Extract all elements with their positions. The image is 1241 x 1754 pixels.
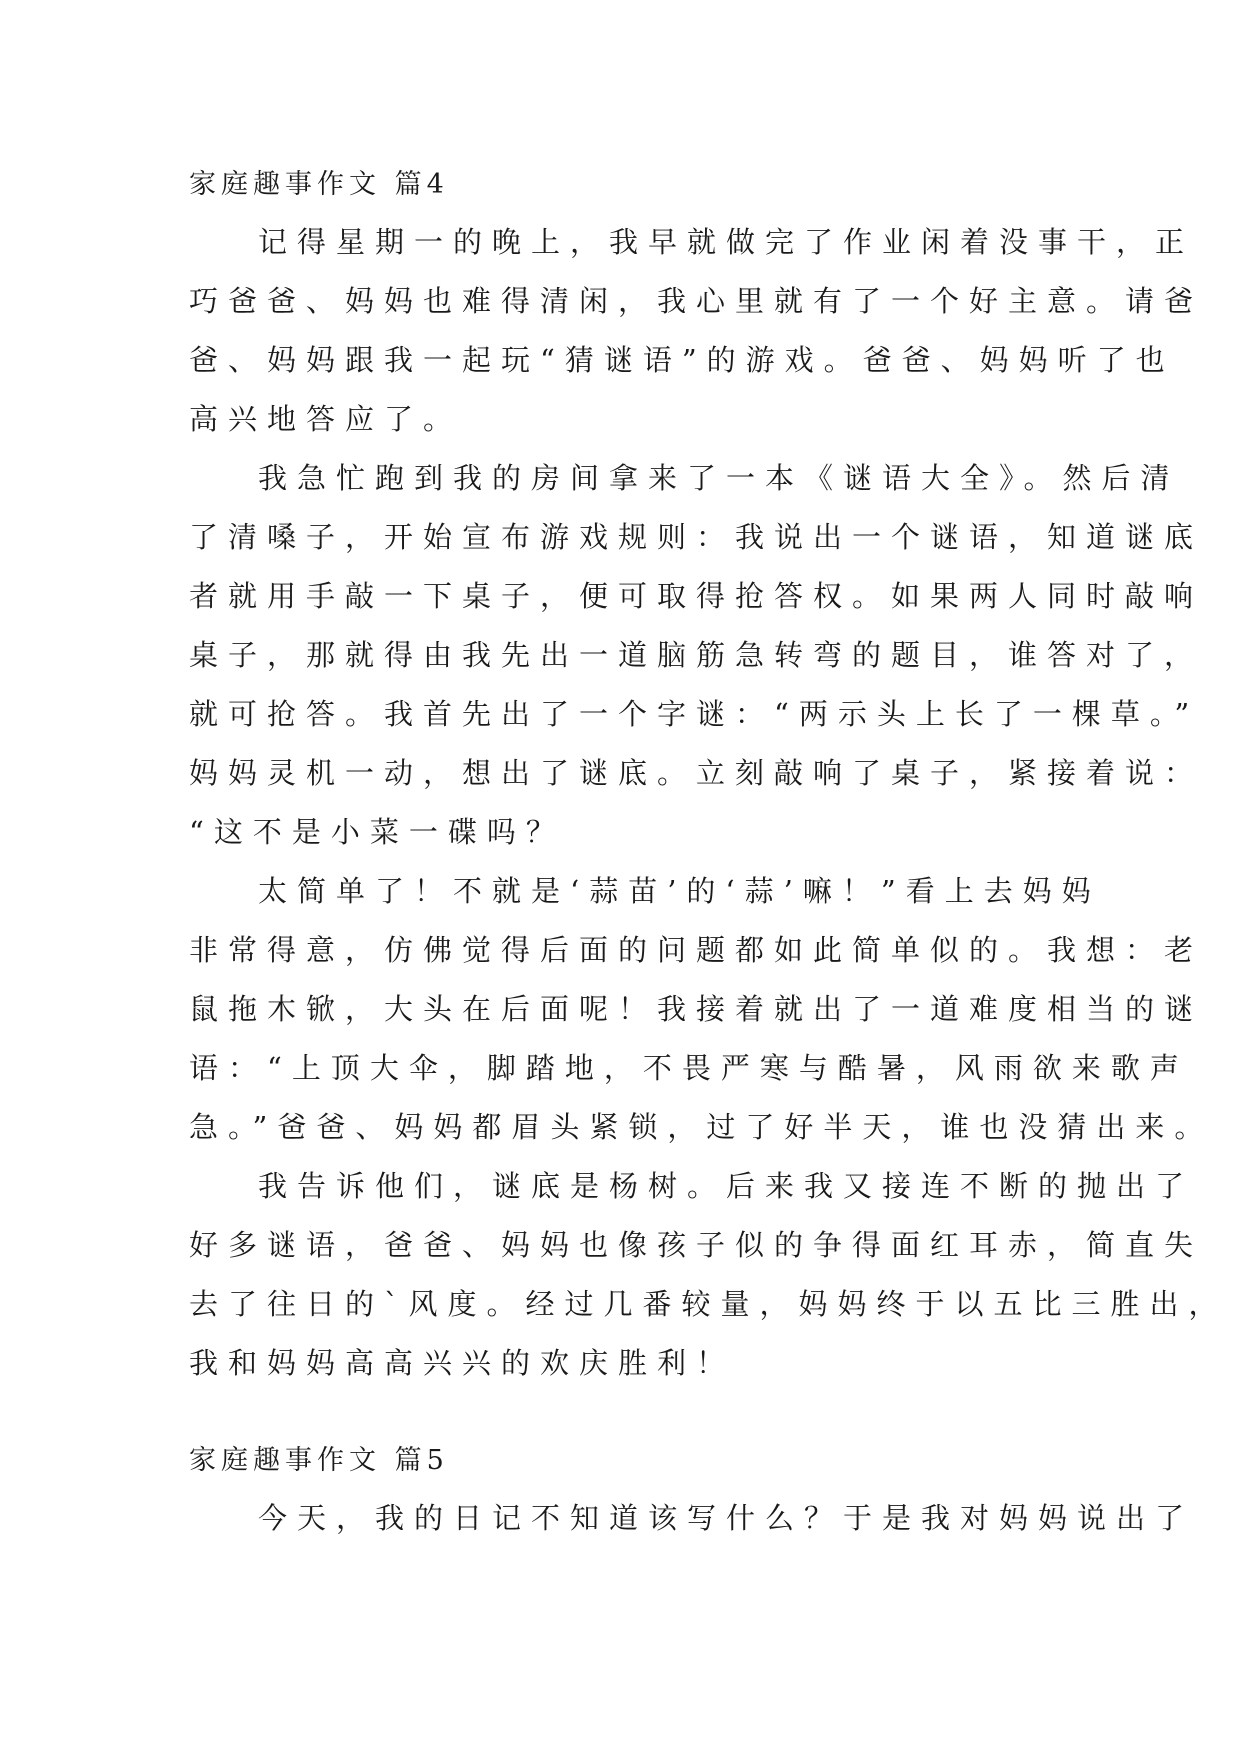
paragraph-4-line-4: 我和妈妈高高兴兴的欢庆胜利！ — [189, 1346, 736, 1380]
paragraph-2-line-4: 桌子，那就得由我先出一道脑筋急转弯的题目，谁答对了， — [189, 638, 1204, 672]
paragraph-2-line-6: 妈妈灵机一动，想出了谜底。立刻敲响了桌子，紧接着说： — [189, 756, 1204, 790]
paragraph-3-line-4: 语：“上顶大伞，脚踏地，不畏严寒与酷暑，风雨欲来歌声 — [189, 1051, 1189, 1085]
paragraph-3-line-5: 急。”爸爸、妈妈都眉头紧锁，过了好半天，谁也没猜出来。 — [189, 1110, 1214, 1144]
section-4-heading: 家庭趣事作文 篇4 — [189, 169, 449, 200]
paragraph-2-line-7: “这不是小菜一碟吗？ — [189, 815, 565, 849]
paragraph-3-line-2: 非常得意，仿佛觉得后面的问题都如此简单似的。我想：老 — [189, 933, 1204, 967]
paragraph-2-line-2: 了清嗓子，开始宣布游戏规则：我说出一个谜语，知道谜底 — [189, 520, 1204, 554]
section-5-heading: 家庭趣事作文 篇5 — [189, 1445, 449, 1476]
paragraph-4-line-1: 我告诉他们，谜底是杨树。后来我又接连不断的抛出了 — [258, 1169, 1195, 1203]
paragraph-4-line-3: 去了往日的`风度。经过几番较量，妈妈终于以五比三胜出， — [189, 1287, 1228, 1321]
paragraph-2-line-3: 者就用手敲一下桌子，便可取得抢答权。如果两人同时敲响 — [189, 579, 1204, 613]
paragraph-3-line-1: 太简单了！不就是‘蒜苗’的‘蒜’嘛！”看上去妈妈 — [258, 874, 1101, 908]
paragraph-1-line-1: 记得星期一的晚上，我早就做完了作业闲着没事干，正 — [258, 225, 1195, 259]
paragraph-2-line-5: 就可抢答。我首先出了一个字谜：“两示头上长了一棵草。” — [189, 697, 1200, 731]
paragraph-5-line-1: 今天，我的日记不知道该写什么？于是我对妈妈说出了 — [258, 1501, 1195, 1535]
paragraph-1-line-3: 爸、妈妈跟我一起玩“猜谜语”的游戏。爸爸、妈妈听了也 — [189, 343, 1175, 377]
paragraph-4-line-2: 好多谜语，爸爸、妈妈也像孩子似的争得面红耳赤，简直失 — [189, 1228, 1204, 1262]
paragraph-2-line-1: 我急忙跑到我的房间拿来了一本《谜语大全》。然后清 — [258, 461, 1180, 495]
paragraph-1-line-4: 高兴地答应了。 — [189, 402, 463, 436]
paragraph-3-line-3: 鼠拖木锨，大头在后面呢！我接着就出了一道难度相当的谜 — [189, 992, 1204, 1026]
paragraph-1-line-2: 巧爸爸、妈妈也难得清闲，我心里就有了一个好主意。请爸 — [189, 284, 1204, 318]
